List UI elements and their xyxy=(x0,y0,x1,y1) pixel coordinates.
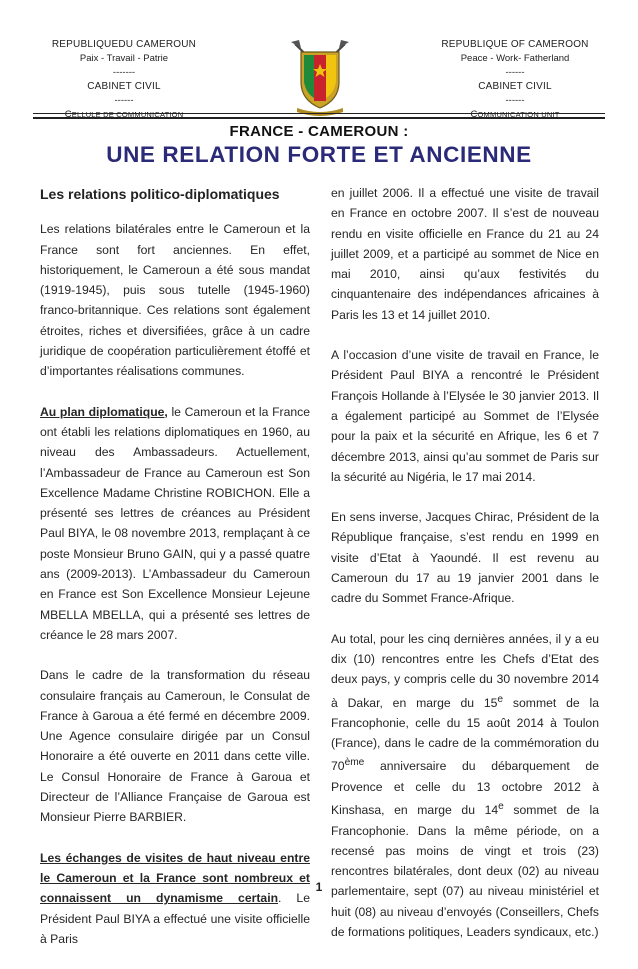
paragraph-diplomatic-body: le Cameroun et la France ont établi les relations diplomatiques en 1960, au niveau des Ambassadeurs. Actuellement, l’Ambassadeur de France au Cameroun est Son Excellence Madame Christine ROBICHON. Elle a présenté ses lettres de créances au Président Paul BIYA, le 08 novembre 2013, remplaçant à ce poste Monsieur Bruno GAIN, qui y a passé quatre ans (2009-2013). L’Ambassadeur du Cameroun en France est Son Excellence Monsieur Lejeune MBELLA MBELLA, qui a présenté ses lettres de créance le 28 mars 2007. xyxy=(40,404,310,642)
summary-sup-1: e xyxy=(497,693,504,705)
paragraph-diplomatic xyxy=(40,402,310,646)
left-column xyxy=(40,183,310,969)
header-left-block xyxy=(34,38,214,122)
header-right-unit-rest: OMMUNICATION UNIT xyxy=(477,110,560,119)
summary-part-c: anniversaire du débarquement de Provence et celle du 13 octobre 2012 à Kinshasa, en marge du 14 xyxy=(331,759,599,818)
summary-part-b: sommet de la Francophonie, celle du 15 août 2014 à Toulon (France), dans le cadre de la commémoration du 70 xyxy=(331,695,599,774)
header-left-unit-rest: ELLULE DE COMMUNICATION xyxy=(71,110,184,119)
paragraph-history: Les relations bilatérales entre le Cameroun et la France sont fort anciennes. En effet, historiquement, le Cameroun a été sous mandat (1919-1945), puis sous tutelle (1945-1960) franco-britannique. Ces relations sont également étroites, riches et diversifiées, grâce à un cadre juridique de coopération particulièrement étoffé et d’importantes réalisations communes. xyxy=(40,222,310,379)
header-left-country: REPUBLIQUEDU CAMEROUN xyxy=(51,39,197,50)
section-heading: Les relations politico-diplomatiques xyxy=(40,186,280,202)
header-right-office: CABINET CIVIL xyxy=(478,81,552,92)
paragraph-visits xyxy=(40,848,310,949)
summary-part-d: sommet de la Francophonie. Dans la même période, on a recensé pas moins de vingt et trois (23) rencontres bilatérales, dont deux (02) au niveau parlementaire, sept (07) au niveau ministériel et huit (08) au niveau d’envoyés (Conseillers, Chefs de formations politiques, Leaders syndicaux, etc.) xyxy=(331,803,600,939)
header-right-separator-1: ------ xyxy=(505,67,525,78)
paragraph-diplomatic-lead: Au plan diplomatique, xyxy=(40,404,168,419)
header-right-motto: Peace - Work- Fatherland xyxy=(460,53,570,64)
header-right-unit xyxy=(420,108,610,122)
paragraph-hollande-meeting: A l’occasion d’une visite de travail en France, le Président Paul BIYA a rencontré le Président François Hollande à l’Elysée le 30 janvier 2013. Il a également participé au Sommet de l’Elysée pour la paix et la sécurité en Afrique, les 6 et 7 décembre 2013, ainsi qu’au sommet de Paris sur la sécurité au Nigéria, le 17 mai 2014. xyxy=(331,348,599,484)
paragraph-biya-visits: en juillet 2006. Il a effectué une visite de travail en France en octobre 2007. Il s’est de nouveau rendu en visite officielle en France du 21 au 24 juillet 2009, et a participé au sommet de Nice en mai 2010, ainsi qu’aux festivités du cinquantenaire des indépendances africaines à Paris les 13 et 14 juillet 2010. xyxy=(331,186,599,322)
header-left-unit-initial: C xyxy=(64,109,72,120)
summary-part-a: Au total, pour les cinq dernières années, il y a eu dix (10) rencontres entre les Chefs d’Etat des deux pays, y compris celle du 30 novembre 2014 à Dakar, en marge du 15 xyxy=(331,631,599,710)
paragraph-chirac-visit: En sens inverse, Jacques Chirac, Président de la République française, s’est rendu en 1999 en visite d’Etat à Yaoundé. Il est revenu au Cameroun du 17 au 19 janvier 2001 dans le cadre du Sommet France-Afrique. xyxy=(331,510,599,606)
header-left-motto: Paix - Travail - Patrie xyxy=(79,53,169,64)
header-left-separator-2: ------ xyxy=(114,95,134,106)
header-right-separator-2: ------ xyxy=(505,95,525,106)
kicker-heading: FRANCE - CAMEROUN : xyxy=(229,123,409,140)
page-number: 1 xyxy=(315,880,323,894)
paragraph-visits-body: . Le Président Paul BIYA a effectué une visite officielle à Paris xyxy=(40,891,310,946)
header-right-block xyxy=(420,38,610,122)
paragraph-summary xyxy=(331,629,599,943)
coat-of-arms-emblem xyxy=(289,38,351,116)
header-left-unit xyxy=(34,108,214,122)
paragraph-consular: Dans le cadre de la transformation du réseau consulaire français au Cameroun, le Consulat de France à Garoua a été fermé en décembre 2009. Une Agence consulaire dirigée par un Consul Honoraire a été ouverte en 2011 dans cette ville. Le Consul Honoraire de France à Garoua et Directeur de l’Alliance Française de Garoua est Monsieur Pierre BARBIER. xyxy=(40,668,310,825)
header-right-country: REPUBLIQUE OF CAMEROON xyxy=(441,39,589,50)
header-rule xyxy=(33,113,605,114)
paragraph-visits-lead: Les échanges de visites de haut niveau entre le Cameroun et la France sont nombreux et connaissent un dynamisme certain xyxy=(40,850,310,906)
header-rule-thick xyxy=(33,117,605,119)
header-right-unit-initial: C xyxy=(470,109,478,120)
summary-sup-3: e xyxy=(498,801,504,813)
page-title: UNE RELATION FORTE ET ANCIENNE xyxy=(106,142,532,167)
header-left-office: CABINET CIVIL xyxy=(87,81,161,92)
summary-sup-2: ème xyxy=(344,757,365,769)
right-column xyxy=(331,183,599,962)
header-left-separator-1: ------- xyxy=(112,67,136,78)
